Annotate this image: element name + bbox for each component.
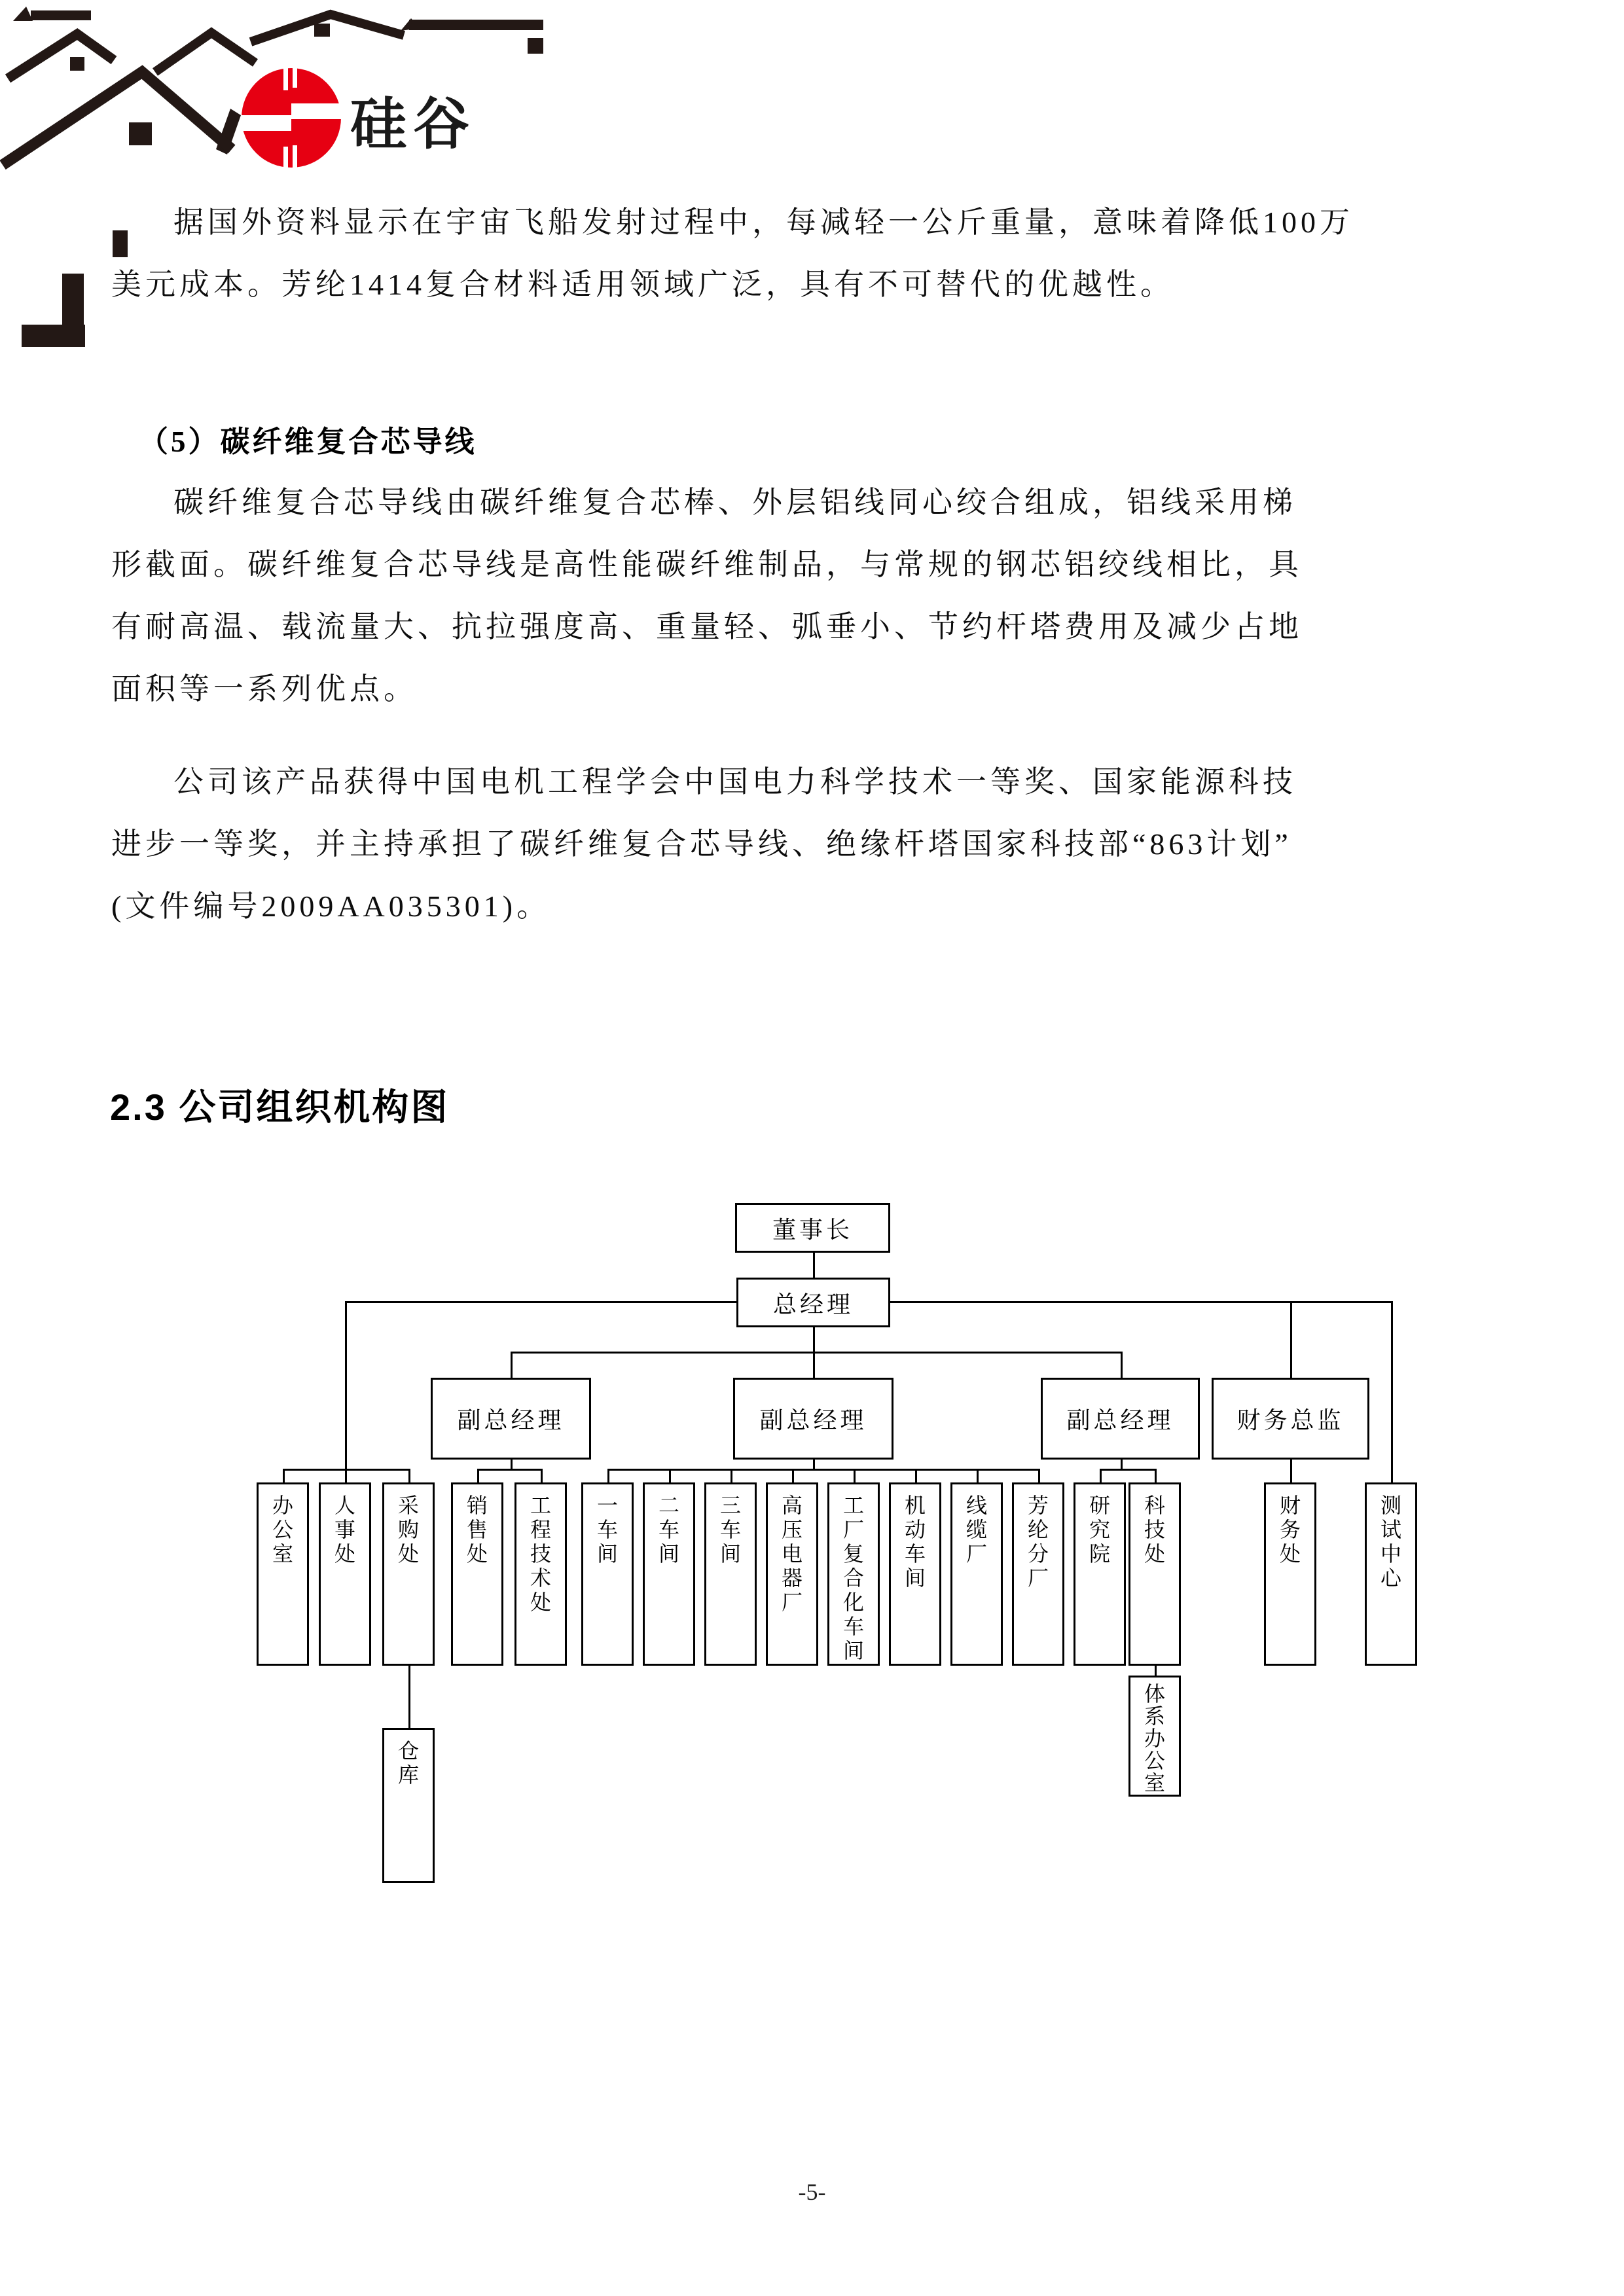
section-5-heading: （5）碳纤维复合芯导线 <box>139 425 477 458</box>
org-node-finance-division: 财务处 <box>1264 1482 1316 1666</box>
org-node-high-voltage-electric-factory: 高压电器厂 <box>766 1482 818 1666</box>
org-node-office: 办公室 <box>257 1482 309 1666</box>
connector-line <box>345 1301 738 1303</box>
org-node-finance-director: 财务总监 <box>1212 1378 1369 1460</box>
org-node-research-institute: 研究院 <box>1074 1482 1126 1666</box>
connector-line <box>1038 1469 1040 1482</box>
org-node-utility-workshop: 机动车间 <box>889 1482 941 1666</box>
org-node-factory-composite-workshop: 工厂复合化车间 <box>827 1482 880 1666</box>
org-node-testing-center: 测试中心 <box>1365 1482 1417 1666</box>
paragraph-line: 有耐高温、载流量大、抗拉强度高、重量轻、弧垂小、节约杆塔费用及减少占地 <box>111 610 1303 643</box>
org-node-cable-factory: 线缆厂 <box>950 1482 1003 1666</box>
paragraph-line: (文件编号2009AA035301)。 <box>111 889 551 923</box>
connector-line <box>813 1327 815 1354</box>
connector-line <box>408 1469 410 1482</box>
connector-line <box>1155 1469 1157 1482</box>
paragraph-line: 形截面。碳纤维复合芯导线是高性能碳纤维制品，与常规的钢芯铝绞线相比，具 <box>111 548 1303 581</box>
connector-line <box>283 1469 285 1482</box>
org-node-workshop-2: 二车间 <box>643 1482 695 1666</box>
connector-line <box>854 1469 856 1482</box>
connector-line <box>511 1352 1123 1354</box>
logo-s-emblem-icon <box>242 65 341 170</box>
section-2-3-heading: 2.3 公司组织机构图 <box>110 1086 450 1128</box>
paragraph-line: 面积等一系列优点。 <box>111 672 418 706</box>
connector-line <box>1290 1460 1292 1484</box>
connector-line <box>1155 1666 1157 1677</box>
connector-line <box>977 1469 979 1482</box>
org-node-sales-division: 销售处 <box>451 1482 503 1666</box>
paragraph-line: 公司该产品获得中国电机工程学会中国电力科学技术一等奖、国家能源科技 <box>173 765 1297 798</box>
brand-logo-text: 硅谷 <box>350 93 476 156</box>
connector-line <box>731 1469 732 1482</box>
page-number: -5- <box>798 2179 826 2205</box>
paragraph-line: 碳纤维复合芯导线由碳纤维复合芯棒、外层铝线同心绞合组成，铝线采用梯 <box>173 486 1297 519</box>
connector-line <box>915 1469 917 1482</box>
org-node-warehouse: 仓库 <box>382 1728 435 1883</box>
org-node-workshop-1: 一车间 <box>581 1482 634 1666</box>
connector-line <box>477 1469 479 1482</box>
org-node-aramid-branch-factory: 芳纶分厂 <box>1012 1482 1064 1666</box>
org-node-hr-division: 人事处 <box>319 1482 371 1666</box>
org-node-workshop-3: 三车间 <box>704 1482 757 1666</box>
paragraph-line: 据国外资料显示在宇宙飞船发射过程中，每减轻一公斤重量，意味着降低100万 <box>173 206 1354 239</box>
org-node-system-office: 体系办公室 <box>1128 1676 1181 1797</box>
connector-line <box>1121 1352 1123 1379</box>
org-node-science-technology-division: 科技处 <box>1128 1482 1181 1666</box>
connector-line <box>541 1469 543 1482</box>
connector-line <box>890 1301 1393 1303</box>
connector-line <box>813 1252 815 1278</box>
org-node-deputy-gm-3: 副总经理 <box>1041 1378 1200 1460</box>
connector-line <box>607 1469 609 1482</box>
connector-line <box>1290 1301 1292 1379</box>
connector-line <box>1391 1301 1393 1482</box>
paragraph-line: 进步一等奖，并主持承担了碳纤维复合芯导线、绝缘杆塔国家科技部“863计划” <box>111 827 1292 861</box>
org-node-chairman: 董事长 <box>735 1203 890 1253</box>
org-node-engineering-technology-division: 工程技术处 <box>514 1482 567 1666</box>
connector-line <box>669 1469 671 1482</box>
connector-line <box>1100 1469 1102 1482</box>
org-node-deputy-gm-2: 副总经理 <box>733 1378 893 1460</box>
connector-line <box>477 1469 543 1471</box>
connector-line <box>283 1469 410 1471</box>
paragraph-line: 美元成本。芳纶1414复合材料适用领域广泛，具有不可替代的优越性。 <box>111 268 1174 301</box>
org-node-general-manager: 总经理 <box>736 1278 890 1327</box>
connector-line <box>345 1301 347 1482</box>
connector-line <box>792 1469 794 1482</box>
connector-line <box>408 1666 410 1729</box>
connector-line <box>1100 1469 1157 1471</box>
org-node-purchasing-division: 采购处 <box>382 1482 435 1666</box>
connector-line <box>511 1352 513 1379</box>
connector-line <box>607 1469 1040 1471</box>
org-node-deputy-gm-1: 副总经理 <box>431 1378 591 1460</box>
connector-line <box>813 1352 815 1379</box>
